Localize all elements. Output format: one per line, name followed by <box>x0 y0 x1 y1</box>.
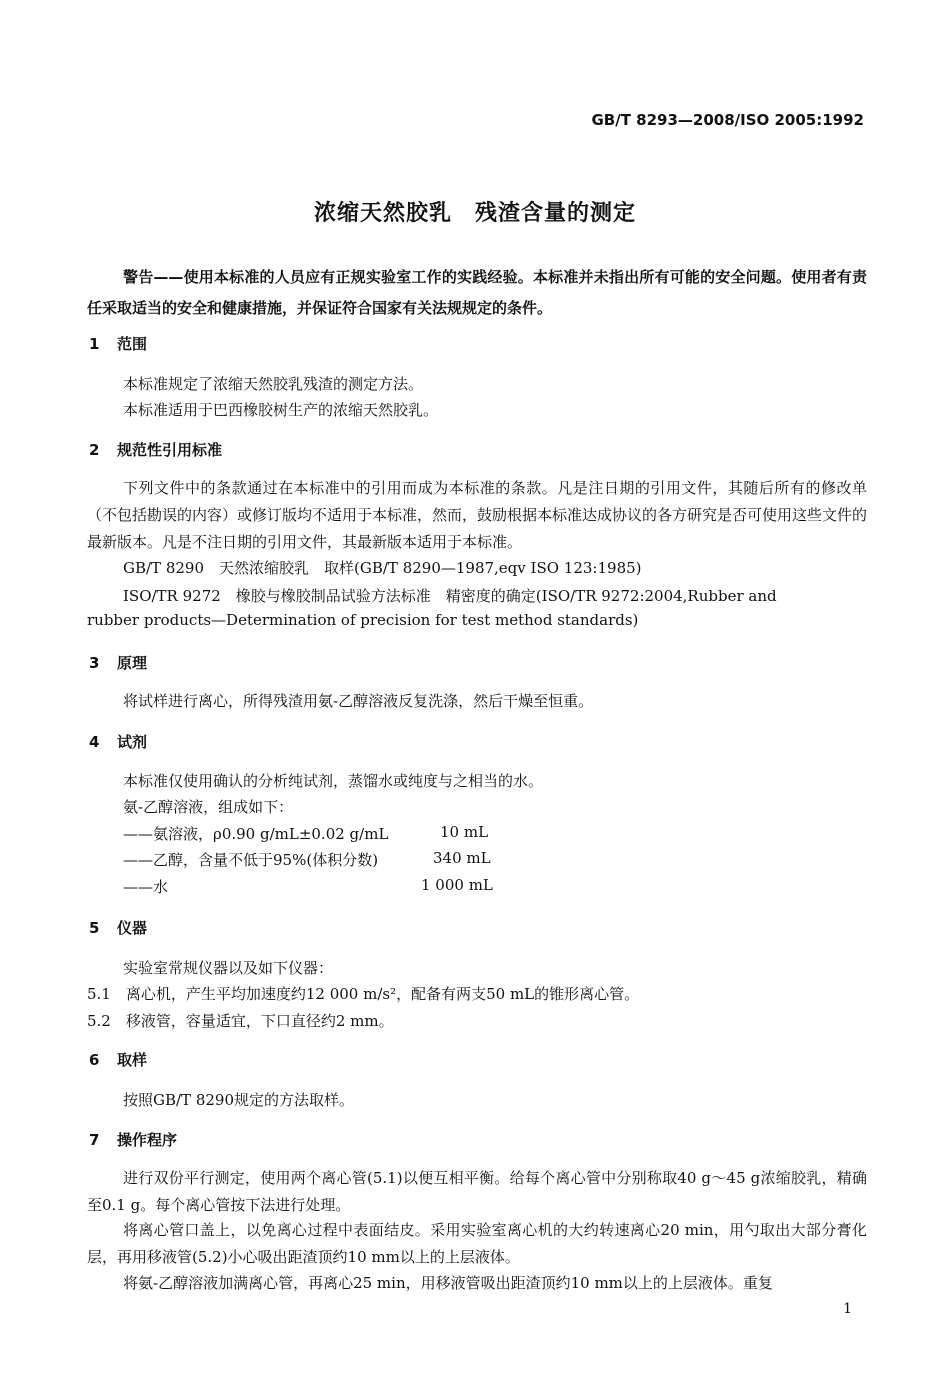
section-7-paragraph-3: 将氨-乙醇溶液加满离心管，再离心25 min，用移液管吸出距渣顶约10 mm以上的上层液体。重复 <box>123 1274 773 1292</box>
section-number: 7 <box>89 1131 100 1149</box>
document-title: 浓缩天然胶乳 残渣含量的测定 <box>313 201 636 226</box>
section-number: 2 <box>89 441 100 459</box>
section-1-paragraph-1: 本标准规定了浓缩天然胶乳残渣的测定方法。 <box>123 375 424 393</box>
page-number: 1 <box>843 1301 852 1317</box>
section-1-heading <box>89 333 147 354</box>
section-4-heading <box>89 731 147 752</box>
section-number: 4 <box>89 733 100 751</box>
apparatus-5-2: 5.2 移液管，容量适宜，下口直径约2 mm。 <box>87 1012 394 1030</box>
reference-gb-8290: GB/T 8290 天然浓缩胶乳 取样(GB/T 8290—1987,eqv ISO 123:1985) <box>123 559 642 577</box>
section-title: 仪器 <box>117 919 148 937</box>
reagent-item: ——水 <box>123 878 169 896</box>
section-title: 操作程序 <box>117 1131 178 1149</box>
section-number: 5 <box>89 919 100 937</box>
section-number: 3 <box>89 654 100 672</box>
section-4-paragraph-2: 氨-乙醇溶液，组成如下： <box>123 798 294 816</box>
reagent-item: ——氨溶液，ρ0.90 g/mL±0.02 g/mL <box>123 825 389 843</box>
section-7-paragraph-1: 进行双份平行测定，使用两个离心管(5.1)以便互相平衡。给每个离心管中分别称取40 g～45 g浓缩胶乳，精确至0.1 g。每个离心管按下法进行处理。 <box>87 1169 867 1214</box>
section-7-paragraph-2: 将离心管口盖上，以免离心过程中表面结皮。采用实验室离心机的大约转速离心20 min，用勺取出大部分膏化层，再用移液管(5.2)小心吸出距渣顶约10 mm以上的上层液体。 <box>87 1221 867 1266</box>
section-2-heading <box>89 439 222 460</box>
reference-iso-9272-line-1: ISO/TR 9272 橡胶与橡胶制品试验方法标准 精密度的确定(ISO/TR 9272:2004,Rubber and <box>123 587 777 605</box>
apparatus-5-1: 5.1 离心机，产生平均加速度约12 000 m/s²，配备有两支50 mL的锥形离心管。 <box>87 985 640 1003</box>
reference-iso-9272-line-2: rubber products—Determination of precision for test method standards) <box>87 611 639 629</box>
section-5-paragraph-1: 实验室常规仪器以及如下仪器： <box>123 959 334 977</box>
section-5-heading <box>89 917 147 938</box>
section-title: 试剂 <box>117 733 148 751</box>
section-title: 原理 <box>117 654 148 672</box>
section-number: 6 <box>89 1051 100 1069</box>
section-title: 范围 <box>117 335 148 353</box>
warning-paragraph: 警告——使用本标准的人员应有正规实验室工作的实践经验。本标准并未指出所有可能的安全问题。使用者有责任采取适当的安全和健康措施，并保证符合国家有关法规规定的条件。 <box>87 268 867 317</box>
reagent-amount: 340 mL <box>433 849 491 867</box>
section-number: 1 <box>89 335 100 353</box>
reagent-amount: 10 mL <box>440 823 489 841</box>
section-4-paragraph-1: 本标准仅使用确认的分析纯试剂，蒸馏水或纯度与之相当的水。 <box>123 772 544 790</box>
reagent-item: ——乙醇，含量不低于95%(体积分数) <box>123 851 379 869</box>
section-7-heading <box>89 1129 177 1150</box>
section-6-heading <box>89 1049 147 1070</box>
section-3-paragraph-1: 将试样进行离心，所得残渣用氨-乙醇溶液反复洗涤，然后干燥至恒重。 <box>123 692 594 710</box>
section-2-paragraph-1: 下列文件中的条款通过在本标准中的引用而成为本标准的条款。凡是注日期的引用文件，其随后所有的修改单（不包括勘误的内容）或修订版均不适用于本标准，然而，鼓励根据本标准达成协议的各方研究是否可使用这些文件的最新版本。凡是不注日期的引用文件，其最新版本适用于本标准。 <box>87 479 868 551</box>
standard-code: GB/T 8293—2008/ISO 2005:1992 <box>591 111 864 129</box>
reagent-amount: 1 000 mL <box>421 876 493 894</box>
section-title: 规范性引用标准 <box>117 441 223 459</box>
section-3-heading <box>89 652 147 673</box>
section-6-paragraph-1: 按照GB/T 8290规定的方法取样。 <box>123 1091 355 1109</box>
section-1-paragraph-2: 本标准适用于巴西橡胶树生产的浓缩天然胶乳。 <box>123 401 439 419</box>
section-title: 取样 <box>117 1051 148 1069</box>
